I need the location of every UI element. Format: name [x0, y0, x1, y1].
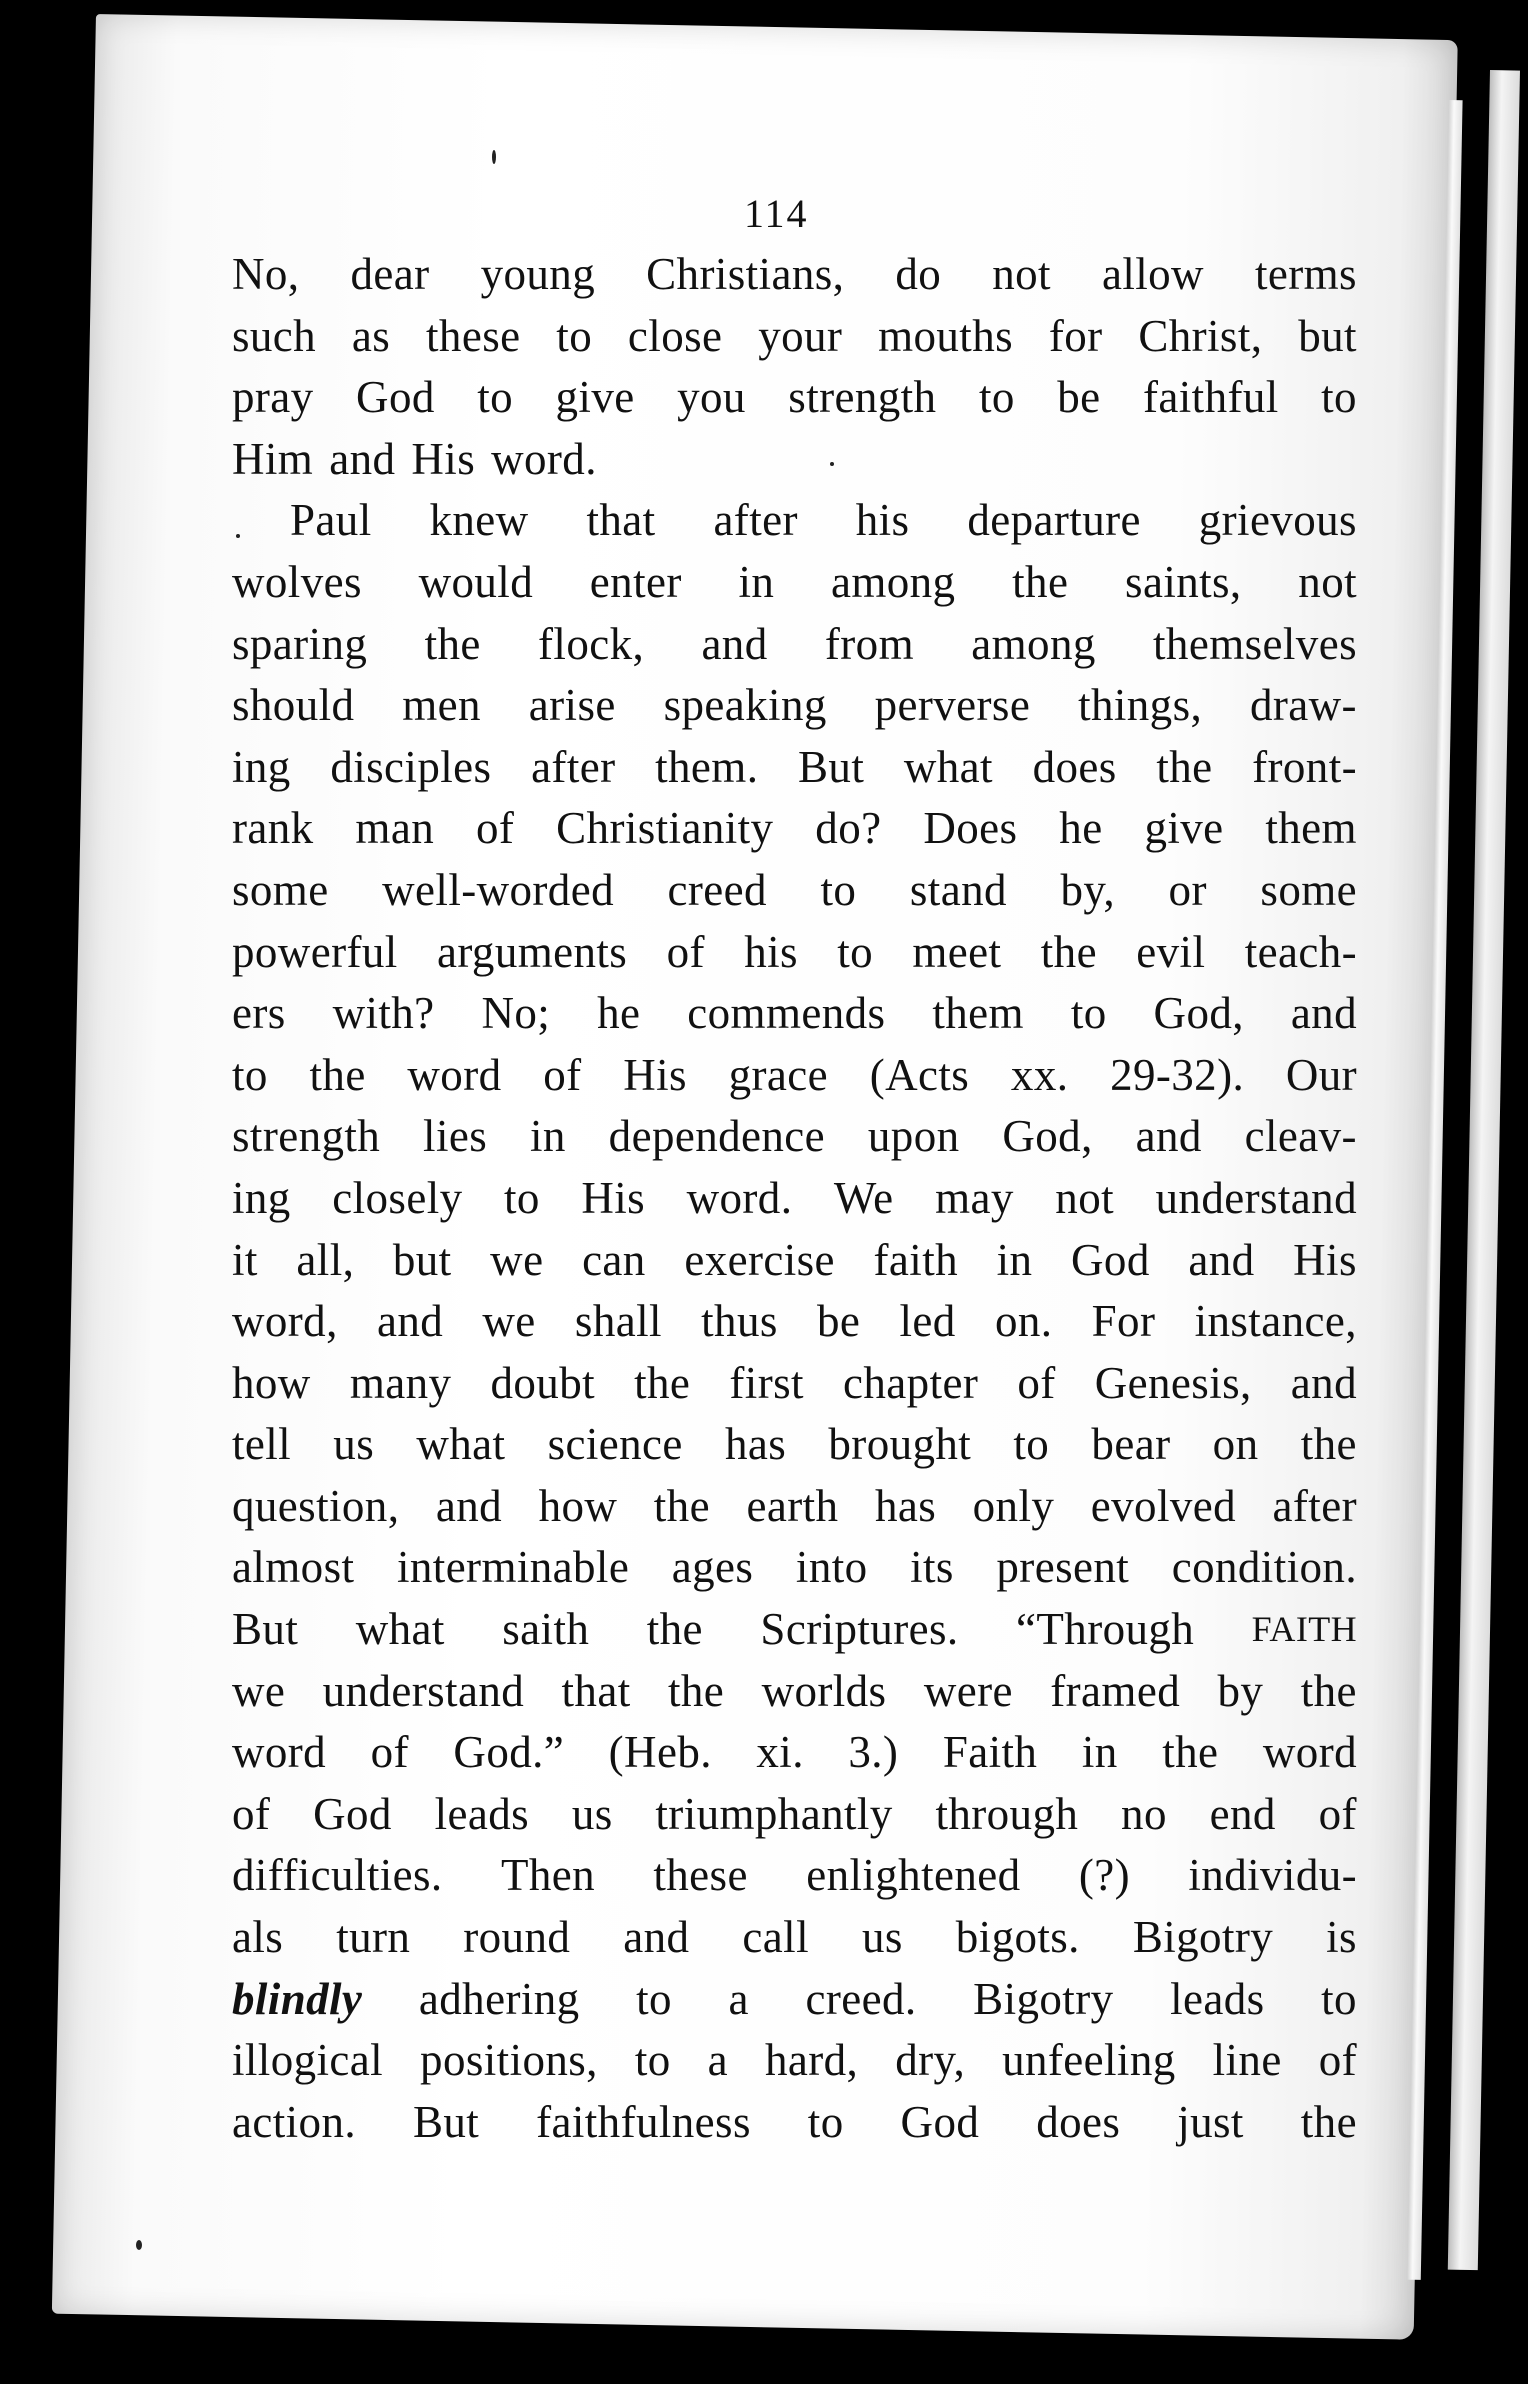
text-line: such as these to close your mouths for Christ, but [232, 310, 1357, 361]
body-text [232, 244, 1357, 2153]
text-line: Paul knew that after his departure grievous [290, 495, 1357, 546]
text-line: tell us what science has brought to bear on the [232, 1419, 1357, 1470]
text-line: difficulties. Then these enlightened (?) individu- [232, 1850, 1357, 1901]
text-line: als turn round and call us bigots. Bigotry is [232, 1912, 1357, 1963]
text-line: powerful arguments of his to meet the evil teach- [232, 926, 1357, 977]
ink-speck [492, 150, 496, 164]
text-line: Him and His word. [232, 433, 597, 484]
text-line: No, dear young Christians, do not allow terms [232, 249, 1357, 299]
text-line: But what saith the Scriptures. “Through FAITH [232, 1604, 1357, 1655]
text-line: should men arise speaking perverse things, draw- [232, 680, 1357, 731]
text-line: some well-worded creed to stand by, or some [232, 864, 1357, 915]
text-line: ing disciples after them. But what does the front- [232, 741, 1357, 792]
ink-speck [136, 2240, 142, 2250]
text-line: illogical positions, to a hard, dry, unfeeling line of [232, 2035, 1357, 2086]
adjacent-page-edge [1448, 70, 1520, 2270]
text-line: action. But faithfulness to God does just the [232, 2096, 1357, 2147]
text-line: word, and we shall thus be led on. For instance, [232, 1296, 1357, 1347]
ink-speck [236, 534, 240, 538]
text-line: we understand that the worlds were framed by the [232, 1665, 1357, 1716]
text-line: word of God.” (Heb. xi. 3.) Faith in the word [232, 1727, 1357, 1778]
text-line: ing closely to His word. We may not understand [232, 1172, 1357, 1223]
text-line: of God leads us triumphantly through no end of [232, 1788, 1357, 1839]
text-line: wolves would enter in among the saints, not [232, 556, 1357, 607]
text-line: it all, but we can exercise faith in God and His [232, 1234, 1357, 1285]
ink-speck [830, 462, 834, 466]
text-line: sparing the flock, and from among themselves [232, 618, 1357, 669]
text-line: to the word of His grace (Acts xx. 29-32). Our [232, 1049, 1357, 1100]
page-number: 114 [744, 191, 809, 236]
text-line: pray God to give you strength to be faithful to [232, 372, 1357, 423]
text-line: ers with? No; he commends them to God, and [232, 988, 1357, 1039]
text-line: rank man of Christianity do? Does he give them [232, 803, 1357, 854]
text-line: question, and how the earth has only evolved after [232, 1480, 1357, 1531]
text-line: almost interminable ages into its present condition. [232, 1542, 1357, 1593]
text-line: strength lies in dependence upon God, and cleav- [232, 1111, 1357, 1162]
text-line: how many doubt the first chapter of Genesis, and [232, 1357, 1357, 1408]
text-line: blindly adhering to a creed. Bigotry leads to [232, 1973, 1357, 2024]
